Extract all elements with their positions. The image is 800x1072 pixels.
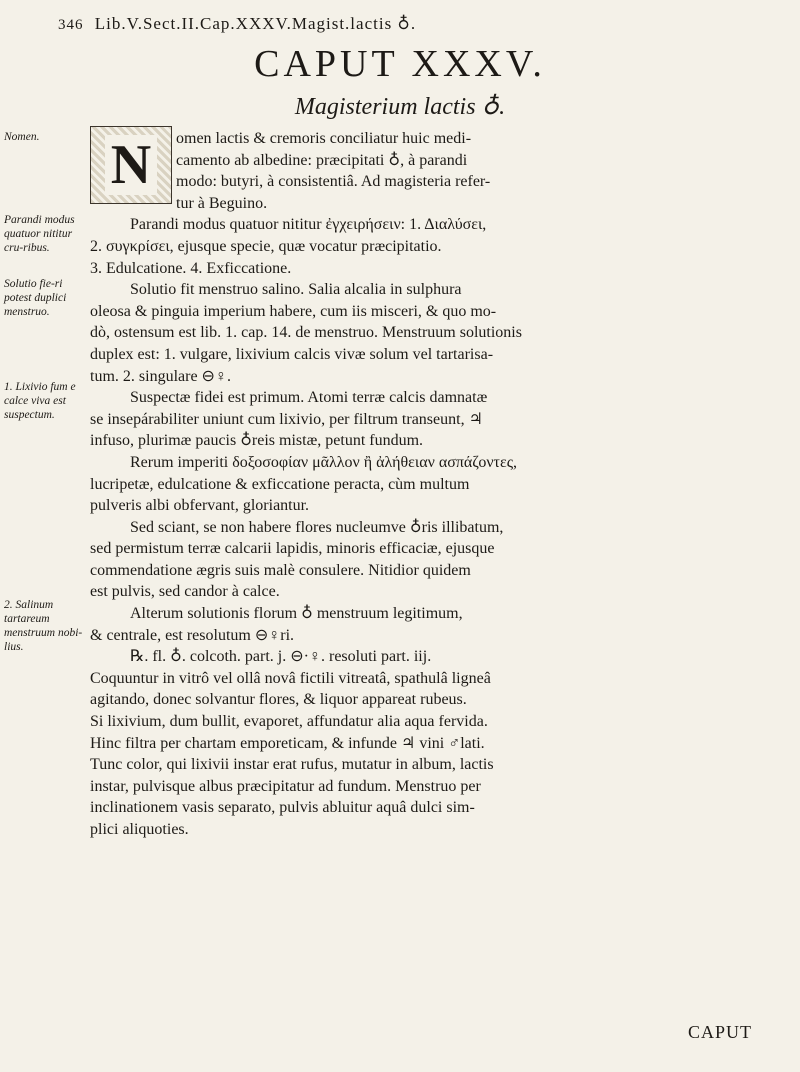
text-line: commendatione ægris suis malè consulere. Nitidior quidem [90,561,471,579]
text-line: Suspectæ fidei est primum. Atomi terræ calcis damnatæ [130,389,488,407]
drop-cap-letter: N [105,135,157,195]
text-line: Si lixivium, dum bullit, evaporet, affundatur alia aqua fervida. [90,713,488,731]
page-number: 346 [58,17,84,33]
margin-note-salinum: 2. Salinum tartareum menstruum nobi-lius. [4,599,83,653]
text-line: 3. Edulcatione. 4. Exficcatione. [90,259,292,277]
text-line: Alterum solutionis florum ♁ menstruum legitimum, [130,605,463,623]
text-line: sed permistum terræ calcarii lapidis, minoris efficaciæ, ejusque [90,540,495,558]
text-line: Solutio fit menstruo salino. Salia alcalia in sulphura [130,281,462,299]
running-head [58,14,758,34]
text-line: lucripetæ, edulcatione & exficcatione peracta, cùm multum [90,475,470,493]
text-line: infuso, plurimæ paucis ♁reis mistæ, petunt fundum. [90,432,424,450]
text-line: duplex est: 1. vulgare, lixivium calcis vivæ solum vel tartarisa- [90,345,494,363]
text-line: Coquuntur in vitrô vel ollâ novâ fictili vitreatâ, spathulâ ligneâ [90,669,491,687]
margin-note-parandi: Parandi modus quatuor nititur cru-ribus. [4,214,75,254]
text-line: agitando, donec solvantur flores, & liquor appareat rubeus. [90,691,467,709]
text-line: se insepárabiliter uniunt cum lixivio, per filtrum transeunt, ♃ [90,410,483,428]
text-line: Sed sciant, se non habere flores nucleumve ♁ris illibatum, [130,518,504,536]
chapter-title: CAPUT XXXV. [254,43,546,85]
text-line: 2. συγκρίσει, ejusque specie, quæ vocatur præcipitatio. [90,237,442,255]
text-line: tur à Beguino. [176,194,268,212]
text-line: Parandi modus quatuor nititur ἐγχειρήσειν: 1. Διαλύσει, [130,216,487,234]
text-line: dò, ostensum est lib. 1. cap. 14. de menstruo. Menstruum solutionis [90,324,522,342]
body-text [90,128,790,841]
text-line: plici aliquoties. [90,821,189,838]
text-line: oleosa & pinguia imperium habere, cum iis misceri, & quo mo- [90,302,497,320]
running-head-text: Lib.V.Sect.II.Cap.XXXV.Magist.lactis ♁. [94,14,417,33]
margin-note-lixivio: 1. Lixivio fum e calce viva est suspectum. [4,381,76,421]
text-line: camento ab albedine: præcipitati ♁, à parandi [176,151,468,169]
text-line: & centrale, est resolutum ⊖♀ri. [90,626,295,644]
text-line: est pulvis, sed candor à calce. [90,583,280,601]
text-line: instar, pulvisque albus præcipitatur ad fundum. Menstruo per [90,777,481,795]
text-line: Hinc filtra per chartam emporeticam, & infunde ♃ vini ♂lati. [90,734,485,752]
margin-note-nomen: Nomen. [4,131,40,143]
text-line: Tunc color, qui lixivii instar erat rufus, mutatur in album, lactis [90,756,494,774]
text-line: pulveris albi obfervant, gloriantur. [90,497,310,515]
catchword: CAPUT [687,1022,752,1042]
text-line: inclinationem vasis separato, pulvis abluitur aquâ dulci sim- [90,799,475,817]
chapter-subtitle: Magisterium lactis ♁. [294,94,506,120]
text-line: Rerum imperiti δοξοσοφίαν μᾶλλον ἢ ἀλήθειαν ασπάζοντες, [130,453,518,471]
text-line: modo: butyri, à consistentiâ. Ad magisteria refer- [176,173,491,191]
text-line: tum. 2. singulare ⊖♀. [90,367,231,385]
text-line: ℞. fl. ♁. colcoth. part. j. ⊖·♀. resoluti part. iij. [130,648,432,666]
text-line: omen lactis & cremoris conciliatur huic medi- [176,130,472,147]
margin-note-solutio: Solutio fie-ri potest duplici menstruo. [4,278,67,318]
